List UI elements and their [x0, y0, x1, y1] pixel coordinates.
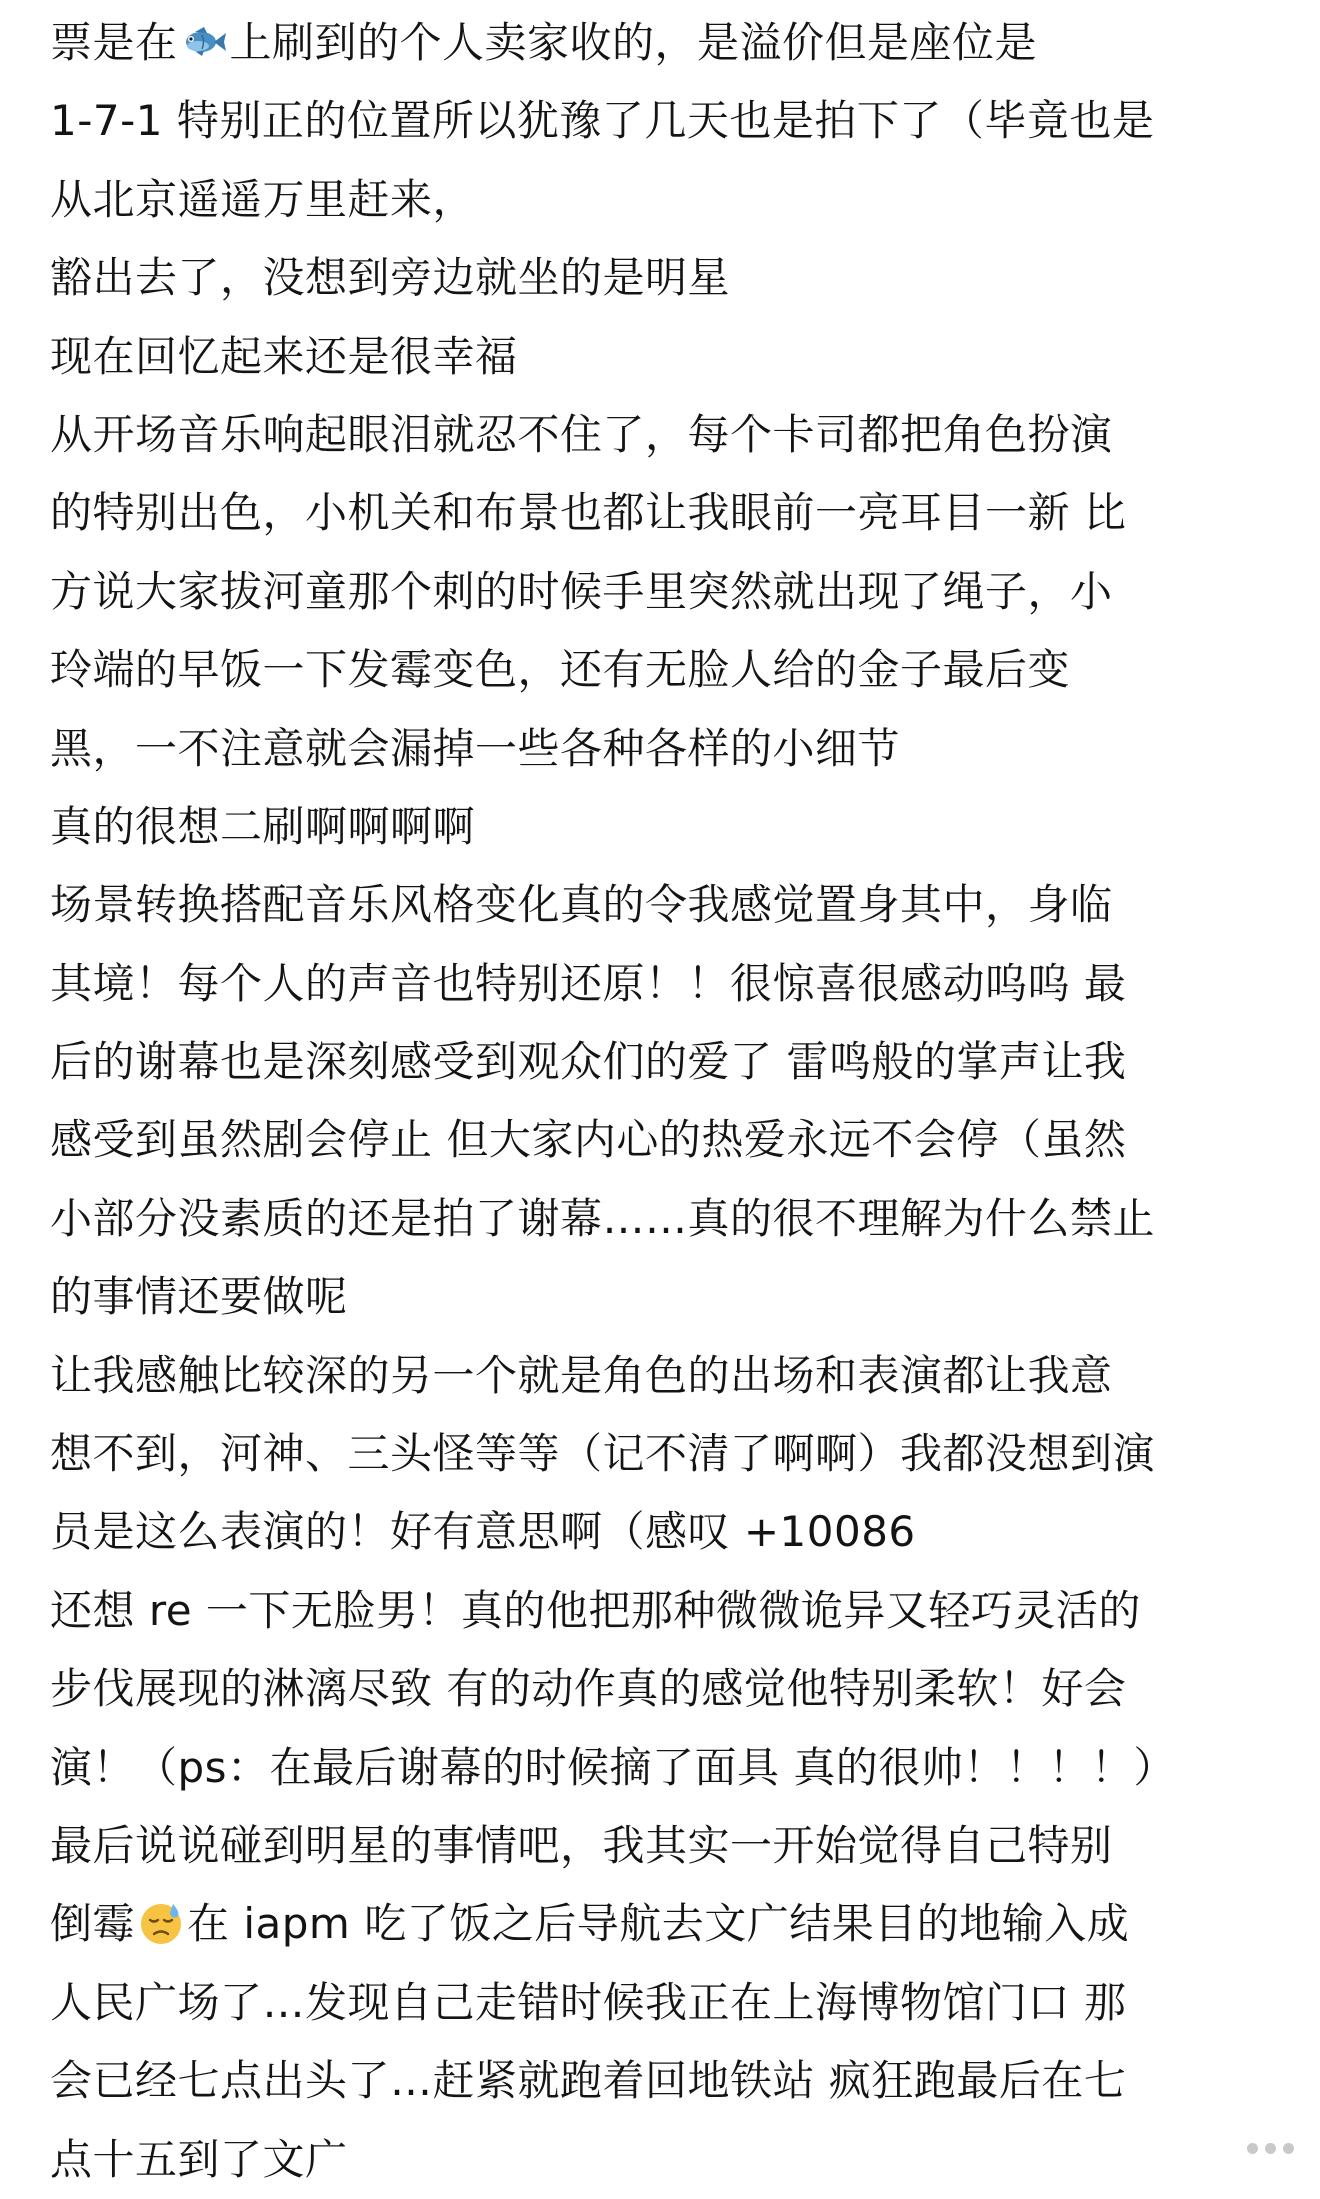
text-line-1-part-b: 上刷到的个人卖家收的，是溢价但是座位是: [229, 18, 1038, 67]
text-line-9: 玲端的早饭一下发霉变色，还有无脸人给的金子最后变: [50, 645, 1071, 695]
text-line-3: 从北京遥遥万里赶来，: [50, 174, 476, 224]
text-line-1: [50, 4, 1300, 82]
text-line-2: 1-7-1 特别正的位置所以犹豫了几天也是拍下了（毕竟也是: [50, 96, 1155, 146]
text-line-15: 感受到虽然剧会停止 但大家内心的热爱永远不会停（虽然: [50, 1115, 1127, 1165]
text-line-10: 黑，一不注意就会漏掉一些各种各样的小细节: [50, 723, 901, 773]
text-line-8: 方说大家拔河童那个刺的时候手里突然就出现了绳子，小: [50, 566, 1113, 616]
text-line-7: 的特别出色，小机关和布景也都让我眼前一亮耳目一新 比: [50, 488, 1127, 538]
dot-2: [1265, 2143, 1276, 2154]
text-line-23: 演！（ps：在最后谢幕的时候摘了面具 真的很帅！！！！）: [50, 1742, 1176, 1792]
dot-3: [1283, 2143, 1294, 2154]
dot-1: [1247, 2143, 1258, 2154]
post-body: [50, 4, 1300, 2199]
text-line-1-part-a: 票是在: [50, 18, 178, 67]
text-line-12: 场景转换搭配音乐风格变化真的令我感觉置身其中，身临: [50, 880, 1113, 930]
text-line-13: 其境！每个人的声音也特别还原！！很惊喜很感动呜呜 最: [50, 958, 1127, 1008]
text-line-26: 人民广场了…发现自己走错时候我正在上海博物馆门口 那: [50, 1977, 1127, 2027]
text-line-4: 豁出去了，没想到旁边就坐的是明星: [50, 253, 731, 303]
text-line-6: 从开场音乐响起眼泪就忍不住了，每个卡司都把角色扮演: [50, 409, 1113, 459]
fish-icon: [180, 18, 228, 66]
text-line-25: [50, 1885, 1300, 1963]
text-line-27: 会已经七点出头了…赶紧就跑着回地铁站 疯狂跑最后在七: [50, 2056, 1127, 2106]
text-line-11: 真的很想二刷啊啊啊啊: [50, 801, 476, 851]
text-line-14: 后的谢幕也是深刻感受到观众们的爱了 雷鸣般的掌声让我: [50, 1037, 1127, 1087]
text-line-24: 最后说说碰到明星的事情吧，我其实一开始觉得自己特别: [50, 1820, 1113, 1870]
text-line-25-part-b: 在 iapm 吃了饭之后导航去文广结果目的地输入成: [187, 1899, 1130, 1949]
downcast-face-with-sweat-icon: [137, 1899, 185, 1947]
text-line-22: 步伐展现的淋漓尽致 有的动作真的感觉他特别柔软！好会: [50, 1664, 1127, 1714]
more-dots-icon: [1247, 2143, 1294, 2154]
text-line-21: 还想 re 一下无脸男！真的他把那种微微诡异又轻巧灵活的: [50, 1585, 1141, 1635]
text-line-5: 现在回忆起来还是很幸福: [50, 331, 518, 381]
text-line-28: 点十五到了文广: [50, 2134, 348, 2184]
text-line-19: 想不到，河神、三头怪等等（记不清了啊啊）我都没想到演: [50, 1429, 1156, 1479]
text-line-17: 的事情还要做呢: [50, 1272, 348, 1322]
text-line-25-part-a: 倒霉: [50, 1899, 136, 1949]
text-line-18: 让我感触比较深的另一个就是角色的出场和表演都让我意: [50, 1350, 1113, 1400]
text-line-20: 员是这么表演的！好有意思啊（感叹 +10086: [50, 1507, 916, 1557]
text-line-16: 小部分没素质的还是拍了谢幕……真的很不理解为什么禁止: [50, 1193, 1156, 1243]
